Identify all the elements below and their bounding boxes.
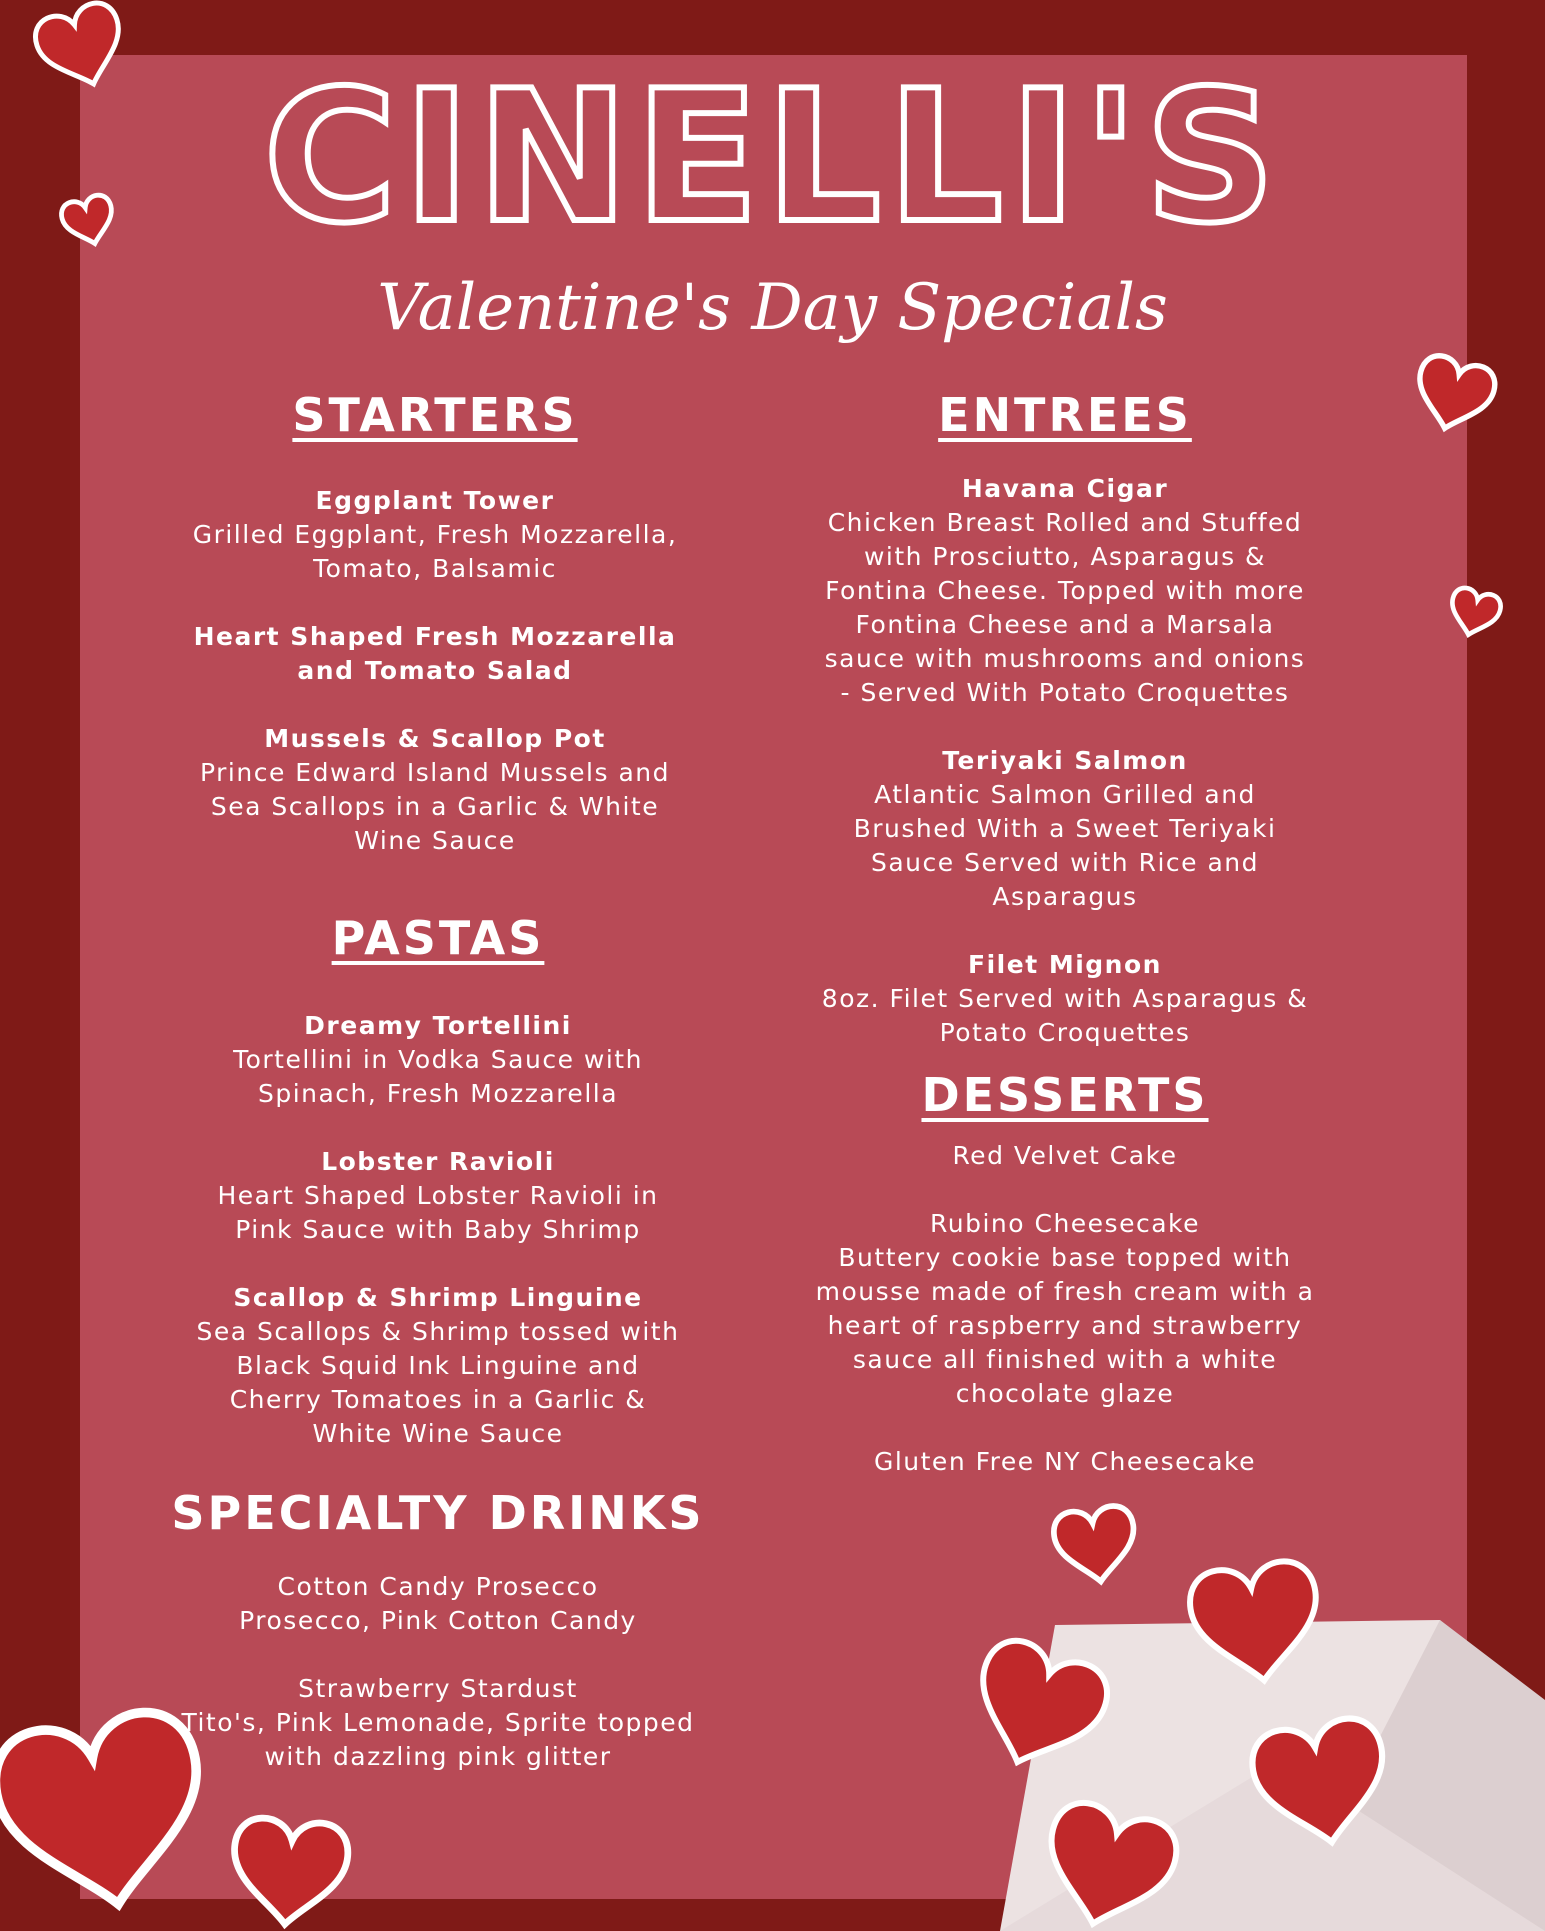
item-desc: Spinach, Fresh Mozzarella: [257, 1079, 619, 1108]
item-desc: Tortellini in Vodka Sauce with: [233, 1045, 643, 1074]
item-name: Heart Shaped Fresh Mozzarella: [193, 622, 677, 651]
item-desc: sauce with mushrooms and onions: [824, 644, 1306, 673]
heart-icon: [1051, 1503, 1140, 1586]
item-desc: sauce all finished with a white: [852, 1345, 1278, 1374]
item-desc: Atlantic Salmon Grilled and: [874, 780, 1256, 809]
item-name: Rubino Cheesecake: [930, 1209, 1200, 1238]
starters-heading: STARTERS: [292, 388, 578, 442]
item-desc: Black Squid Ink Linguine and: [236, 1351, 640, 1380]
item-desc: chocolate glaze: [955, 1379, 1175, 1408]
item-desc: Cherry Tomatoes in a Garlic &: [229, 1385, 647, 1414]
item-desc: Buttery cookie base topped with: [838, 1243, 1292, 1272]
item-desc: with dazzling pink glitter: [264, 1742, 612, 1771]
item-desc: Fontina Cheese. Topped with more: [825, 576, 1305, 605]
item-desc: Brushed With a Sweet Teriyaki: [853, 814, 1277, 843]
item-desc: Asparagus: [992, 882, 1138, 911]
item-name: Strawberry Stardust: [298, 1674, 578, 1703]
item-desc: heart of raspberry and strawberry: [827, 1311, 1303, 1340]
item-desc: Grilled Eggplant, Fresh Mozzarella,: [192, 520, 678, 549]
heart-icon: [30, 0, 134, 97]
item-desc: Sauce Served with Rice and: [870, 848, 1260, 877]
pastas-heading: PASTAS: [331, 911, 545, 965]
item-desc: with Prosciutto, Asparagus &: [863, 542, 1267, 571]
item-desc: Sea Scallops in a Garlic & White: [210, 792, 660, 821]
heart-icon: [228, 1816, 350, 1929]
item-name: Filet Mignon: [968, 950, 1162, 979]
item-desc: Tomato, Balsamic: [313, 554, 557, 583]
item-name: Lobster Ravioli: [321, 1147, 555, 1176]
item-name: Gluten Free NY Cheesecake: [873, 1447, 1257, 1476]
item-desc: Sea Scallops & Shrimp tossed with: [196, 1317, 680, 1346]
item-name: Teriyaki Salmon: [942, 746, 1188, 775]
restaurant-name: CINELLI'S: [263, 51, 1282, 263]
item-name: Havana Cigar: [961, 474, 1169, 503]
item-desc: Prince Edward Island Mussels and: [200, 758, 670, 787]
item-desc: White Wine Sauce: [312, 1419, 564, 1448]
item-desc: 8oz. Filet Served with Asparagus &: [821, 984, 1309, 1013]
item-desc: Tito's, Pink Lemonade, Sprite topped: [181, 1708, 695, 1737]
item-name: Mussels & Scallop Pot: [264, 724, 606, 753]
item-name: Red Velvet Cake: [952, 1141, 1178, 1170]
item-desc: Wine Sauce: [354, 826, 516, 855]
menu-subtitle: Valentine's Day Specials: [377, 271, 1168, 345]
item-name: Cotton Candy Prosecco: [277, 1572, 599, 1601]
item-name: Dreamy Tortellini: [304, 1011, 572, 1040]
item-desc: Heart Shaped Lobster Ravioli in: [217, 1181, 659, 1210]
item-desc: Chicken Breast Rolled and Stuffed: [827, 508, 1303, 537]
item-desc: Potato Croquettes: [939, 1018, 1191, 1047]
item-name: Scallop & Shrimp Linguine: [233, 1283, 643, 1312]
item-desc: Pink Sauce with Baby Shrimp: [235, 1215, 641, 1244]
item-desc: - Served With Potato Croquettes: [840, 678, 1290, 707]
heart-icon: [1408, 352, 1499, 438]
item-desc: Prosecco, Pink Cotton Candy: [239, 1606, 637, 1635]
item-name: Eggplant Tower: [315, 486, 555, 515]
heart-icon: [0, 1705, 218, 1922]
heart-icon: [1445, 585, 1504, 641]
drinks-heading: SPECIALTY DRINKS: [171, 1486, 705, 1540]
desserts-heading: DESSERTS: [921, 1068, 1209, 1122]
item-name: and Tomato Salad: [297, 656, 573, 685]
item-desc: Fontina Cheese and a Marsala: [855, 610, 1275, 639]
entrees-heading: ENTREES: [938, 388, 1192, 442]
heart-icon: [59, 192, 120, 250]
item-desc: mousse made of fresh cream with a: [815, 1277, 1315, 1306]
